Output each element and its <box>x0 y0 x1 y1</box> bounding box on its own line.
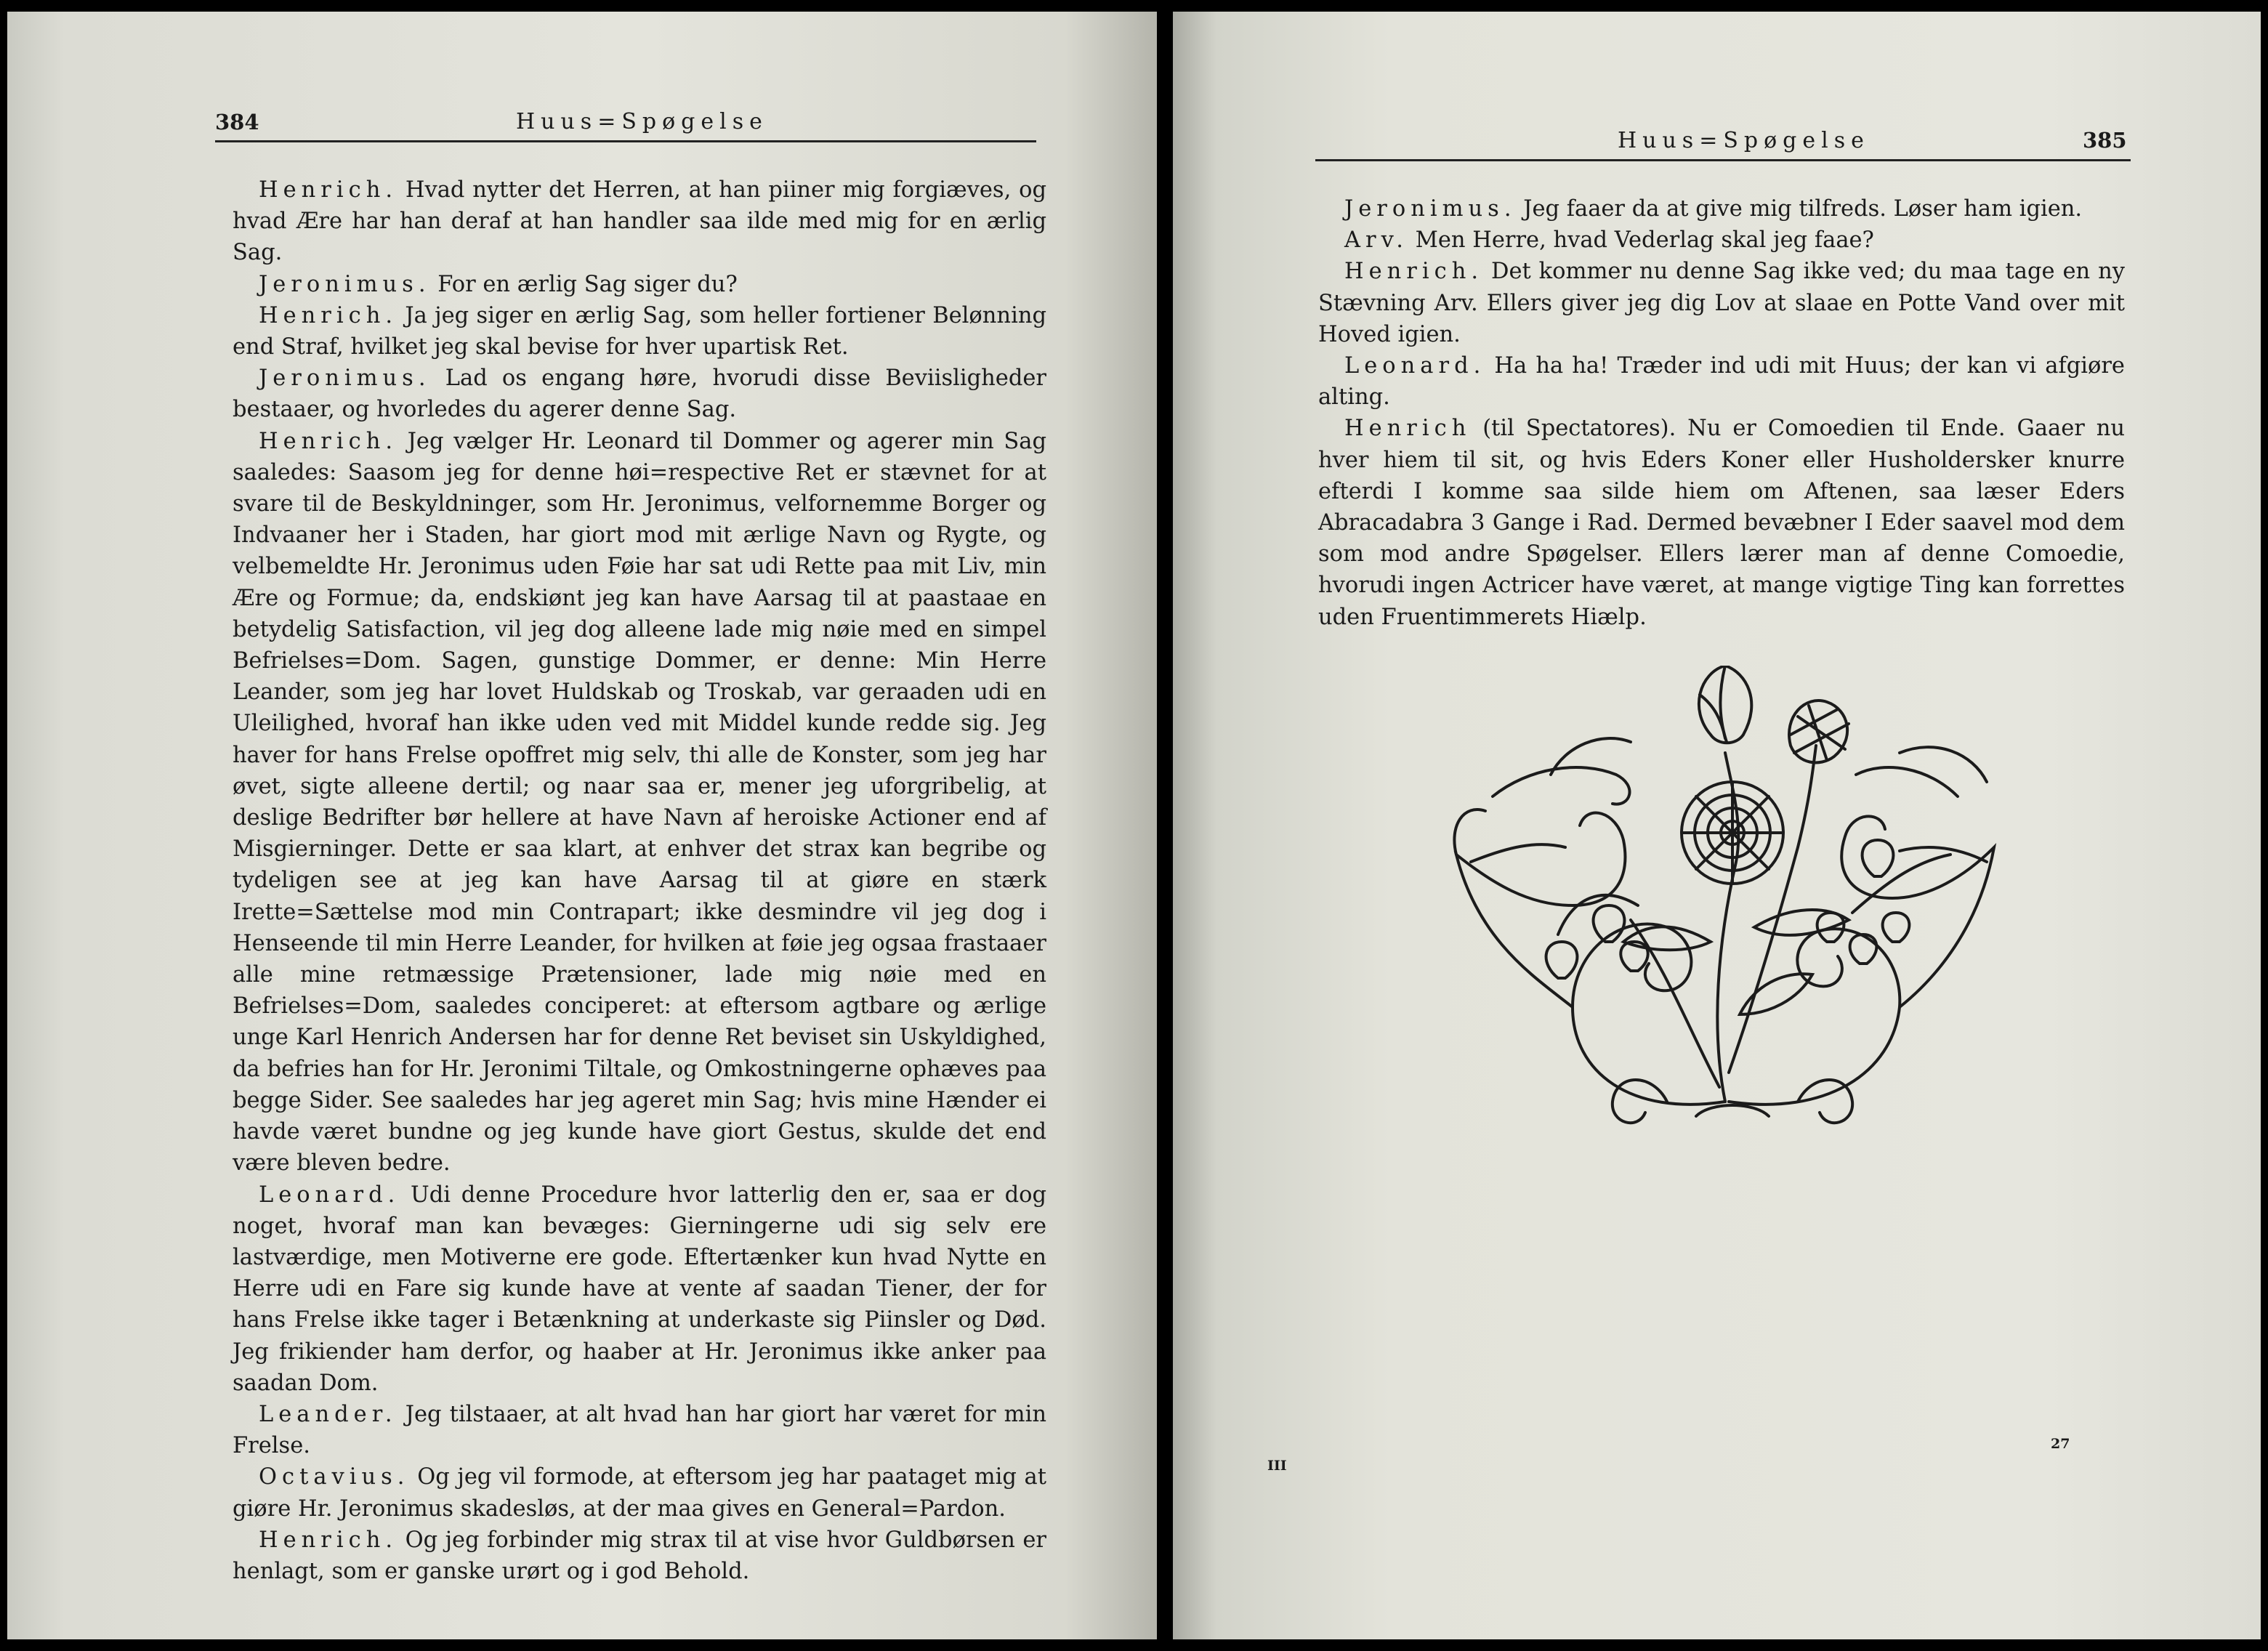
header-rule <box>215 140 1036 142</box>
speaker-name: Octavius. <box>259 1464 410 1490</box>
speaker-name: Jeronimus. <box>259 366 431 392</box>
paragraph <box>233 300 1046 363</box>
speaker-name: Henrich. <box>259 177 398 203</box>
page-number: 385 <box>2083 128 2127 153</box>
paragraph <box>1318 350 2125 413</box>
speaker-name: Henrich <box>1344 416 1472 442</box>
speech-text: Men Herre, hvad Vederlag skal jeg faae? <box>1415 227 1874 254</box>
speech-text: Jeg faaer da at give mig tilfreds. Løser ham igien. <box>1523 196 2083 222</box>
speaker-name: Henrich. <box>259 428 398 454</box>
speaker-name: Henrich. <box>259 302 398 328</box>
speech-text: Ja jeg siger en ærlig Sag, som heller fortiener Belønning end Straf, hvilket jeg skal bevise for hver upartisk Ret. <box>233 302 1046 360</box>
speech-text: Hvad nytter det Herren, at han piiner mig forgiæves, og hvad Ære har han deraf at han handler saa ilde med mig for en ærlig Sag. <box>233 177 1046 266</box>
paragraph <box>1318 193 2125 225</box>
running-head: Huus=Spøgelse <box>516 109 768 134</box>
speaker-name: Leonard. <box>1344 353 1486 379</box>
right-page <box>1173 12 2261 1639</box>
speech-text: (til Spectatores). Nu er Comoedien til Ende. Gaaer nu hver hiem til sit, og hvis Eders Koner eller Husholdersker knurre efterdi I komme saa silde hiem om Aftenen, saa læser Eders Abracadabra 3 Gange i Rad. Dermed bevæbner I Eder saavel mod dem som mod andre Spøgelser. Ellers lærer man af denne Comoedie, hvorudi ingen Actricer have været, at mange vigtige Ting kan forrettes uden Fruentimmerets Hiælp. <box>1318 416 2125 630</box>
paragraph <box>1318 413 2125 632</box>
speaker-name: Jeronimus. <box>259 271 431 297</box>
running-head: Huus=Spøgelse <box>1618 128 1870 153</box>
speech-text: Og jeg vil formode, at eftersom jeg har paataget mig at giøre Hr. Jeronimus skadesløs, at der maa gives en General=Pardon. <box>233 1464 1046 1522</box>
paragraph <box>1318 225 2125 256</box>
speaker-name: Henrich. <box>1344 259 1484 285</box>
paragraph <box>233 1525 1046 1587</box>
paragraph <box>1318 256 2125 350</box>
paragraph <box>233 174 1046 269</box>
speaker-name: Jeronimus. <box>1344 196 1517 222</box>
body-text <box>233 174 1046 1587</box>
speaker-name: Henrich. <box>259 1527 398 1553</box>
speech-text: Udi denne Procedure hvor latterlig den er, saa er dog noget, hvoraf man kan bevæges: Gierningerne udi sig selv ere lastværdige, men Motiverne ere gode. Eftertænker kun hvad Nytte en Herre udi en Fare sig kunde have at vente af saadan Tiener, der for hans Frelse ikke tager i Betænkning at underkaste sig Piinsler og Død. Jeg frikiender ham derfor, og haaber at Hr. Jeronimus ikke anker paa saadan Dom. <box>233 1182 1046 1396</box>
body-text <box>1318 193 2125 633</box>
floral-ornament <box>1449 666 2001 1131</box>
signature-mark: III <box>1267 1458 1287 1474</box>
speaker-name: Leonard. <box>259 1182 400 1208</box>
speech-text: Ha ha ha! Træder ind udi mit Huus; der kan vi afgiøre alting. <box>1318 353 2125 411</box>
speaker-name: Arv. <box>1344 227 1408 254</box>
speech-text: Lad os engang høre, hvorudi disse Beviisligheder bestaaer, og hvorledes du agerer denne Sag. <box>233 366 1046 423</box>
speaker-name: Leander. <box>259 1401 397 1427</box>
paragraph <box>233 426 1046 1179</box>
speech-text: Og jeg forbinder mig strax til at vise hvor Guldbørsen er henlagt, som er ganske urørt og i god Behold. <box>233 1527 1046 1584</box>
paragraph <box>233 363 1046 425</box>
speech-text: Det kommer nu denne Sag ikke ved; du maa tage en ny Stævning Arv. Ellers giver jeg dig Lov at slaae en Potte Vand over mit Hoved igien. <box>1318 259 2125 347</box>
page-number: 384 <box>215 110 259 134</box>
left-page <box>7 12 1157 1639</box>
speech-text: Jeg vælger Hr. Leonard til Dommer og agerer min Sag saaledes: Saasom jeg for denne høi=respective Ret er stævnet for at svare til de Beskyldninger, som Hr. Jeronimus, velfornemme Borger og Indvaaner her i Staden, har giort mod mit ærlige Navn og Rygte, og velbemeldte Hr. Jeronimus uden Føie har sat udi Rette paa mit Liv, min Ære og Formue; da, endskiønt jeg kan have Aarsag til at paastaae en betydelig Satisfaction, vil jeg dog alleene lade mig nøie med en simpel Befrielses=Dom. Sagen, gunstige Dommer, er denne: Min Herre Leander, som jeg har lovet Huldskab og Troskab, var geraaden udi en Uleilighed, hvoraf han ikke uden ved mit Middel kunde redde sig. Jeg haver for hans Frelse opoffret mig selv, thi alle de Konster, som jeg har øvet, sigte alleene dertil; og naar saa er, mener jeg uforgribelig, at deslige Bedrifter bør hellere at have Navn af heroiske Actioner end af Misgierninger. Dette er saa klart, at enhver det strax kan begribe og tydeligen see at jeg kan have Aarsag til at giøre en stærk Irette=Sættelse mod min Contrapart; ikke desmindre vil jeg dog i Henseende til min Herre Leander, for hvilken at føie jeg ogsaa frastaaer alle mine retmæssige Prætensioner, lade mig nøie med en Befrielses=Dom, saaledes conciperet: at eftersom agtbare og ærlige unge Karl Henrich Andersen har for denne Ret beviset sin Uskyldighed, da befries han for Hr. Jeronimi Tiltale, og Omkostningerne ophæves paa begge Sider. See saaledes har jeg ageret min Sag; hvis mine Hænder ei havde været bundne og jeg kunde have giort Gestus, skulde det end være bleven bedre. <box>233 428 1046 1176</box>
header-rule <box>1315 159 2131 161</box>
paragraph <box>233 1399 1046 1461</box>
footer-number: 27 <box>2051 1436 2070 1452</box>
paragraph <box>233 269 1046 300</box>
speech-text: Jeg tilstaaer, at alt hvad han har giort har været for min Frelse. <box>233 1401 1046 1459</box>
paragraph <box>233 1461 1046 1524</box>
paragraph <box>233 1179 1046 1399</box>
speech-text: For en ærlig Sag siger du? <box>437 271 738 297</box>
